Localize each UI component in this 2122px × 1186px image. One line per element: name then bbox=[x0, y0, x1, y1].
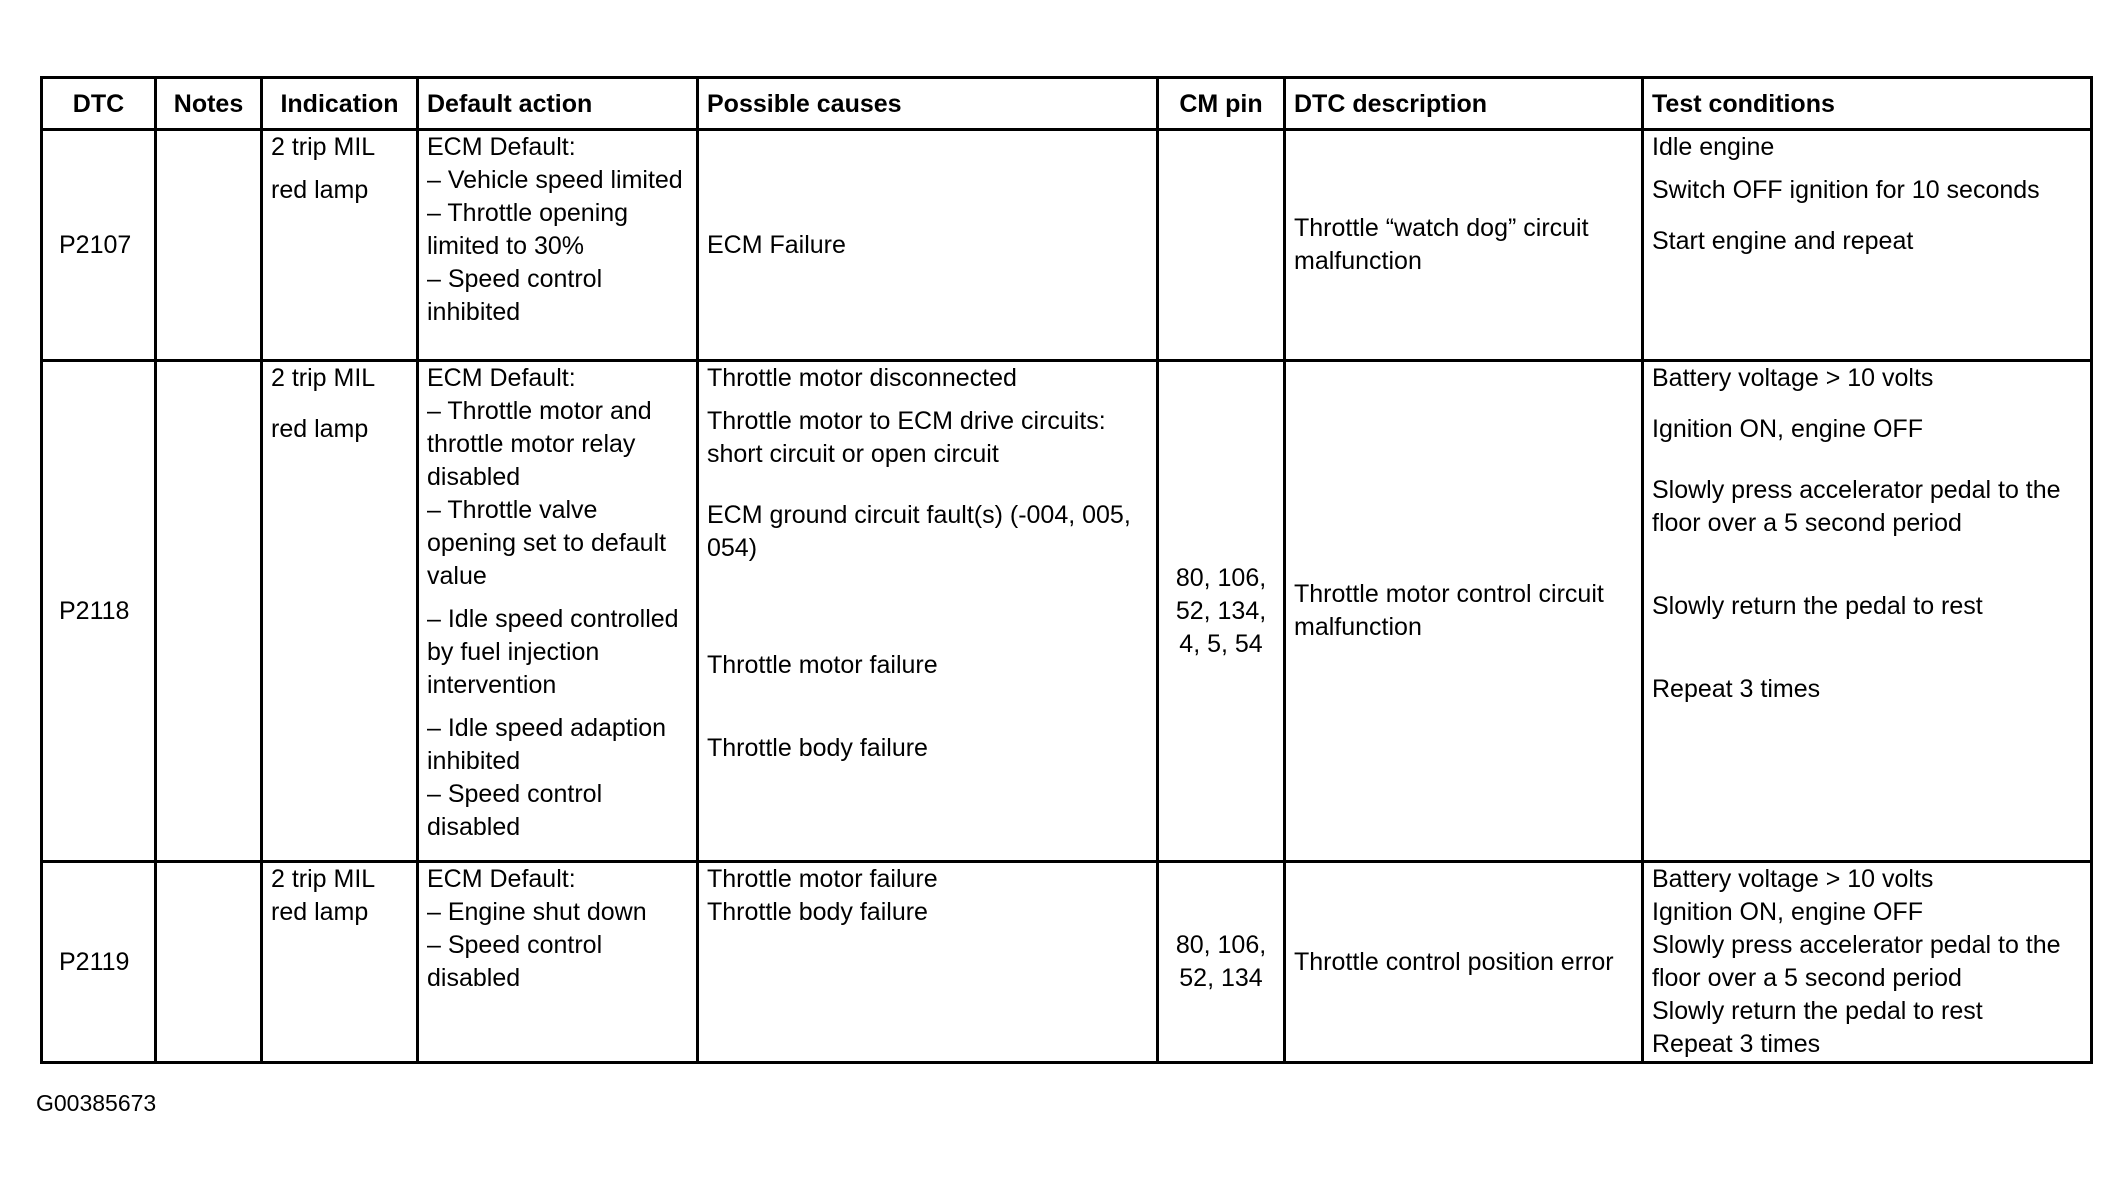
test-condition-line: Slowly press accelerator pedal to the floor over a 5 second period bbox=[1652, 931, 2061, 992]
dtc-table bbox=[40, 76, 2093, 1064]
indication-line: 2 trip MIL bbox=[271, 865, 376, 893]
test-condition-line: Slowly return the pedal to rest bbox=[1652, 997, 1983, 1025]
cm-pin-cell: 80, 106, 52, 134 bbox=[1158, 862, 1285, 1063]
notes-cell bbox=[156, 130, 262, 361]
notes-cell bbox=[156, 862, 262, 1063]
default-action-line: – Idle speed controlled by fuel injection intervention bbox=[427, 605, 679, 699]
test-condition-line: Slowly return the pedal to rest bbox=[1652, 592, 1983, 620]
cm-pin-cell: 80, 106, 52, 134, 4, 5, 54 bbox=[1158, 361, 1285, 862]
default-action-line: – Idle speed adaption inhibited bbox=[427, 714, 667, 775]
table-row bbox=[42, 862, 2092, 1063]
default-action-cell bbox=[418, 361, 698, 862]
possible-cause-line: Throttle body failure bbox=[707, 898, 928, 926]
possible-cause-line: Throttle motor disconnected bbox=[707, 364, 1017, 392]
possible-causes-cell bbox=[698, 361, 1158, 862]
default-action-line: ECM Default: bbox=[427, 133, 576, 161]
test-condition-line: Battery voltage > 10 volts bbox=[1652, 865, 1934, 893]
test-condition-line: Slowly press accelerator pedal to the floor over a 5 second period bbox=[1652, 476, 2061, 537]
column-header-dtc: DTC bbox=[42, 78, 156, 130]
default-action-line: – Throttle motor and throttle motor relay disabled bbox=[427, 397, 652, 491]
possible-cause-line: Throttle body failure bbox=[707, 734, 928, 762]
default-action-line: – Speed control disabled bbox=[427, 931, 603, 992]
test-condition-line: Start engine and repeat bbox=[1652, 227, 1914, 255]
notes-cell bbox=[156, 361, 262, 862]
indication-line: red lamp bbox=[271, 176, 369, 204]
possible-cause-line: Throttle motor failure bbox=[707, 651, 938, 679]
column-header-notes: Notes bbox=[156, 78, 262, 130]
dtc-description-cell: Throttle control position error bbox=[1285, 862, 1643, 1063]
column-header-dtc-description: DTC description bbox=[1285, 78, 1643, 130]
indication-line: red lamp bbox=[271, 898, 369, 926]
test-conditions-cell bbox=[1643, 361, 2092, 862]
default-action-line: – Speed control inhibited bbox=[427, 265, 603, 326]
default-action-line: – Throttle opening limited to 30% bbox=[427, 199, 629, 260]
column-header-possible-causes: Possible causes bbox=[698, 78, 1158, 130]
dtc-code: P2119 bbox=[42, 862, 156, 1063]
figure-id: G00385673 bbox=[36, 1090, 157, 1116]
test-condition-line: Switch OFF ignition for 10 seconds bbox=[1652, 176, 2040, 204]
test-condition-line: Repeat 3 times bbox=[1652, 675, 1821, 703]
possible-causes-cell bbox=[698, 130, 1158, 361]
cm-pin-cell bbox=[1158, 130, 1285, 361]
indication-line: 2 trip MIL bbox=[271, 364, 376, 392]
indication-cell bbox=[262, 862, 418, 1063]
dtc-code: P2107 bbox=[42, 130, 156, 361]
test-condition-line: Ignition ON, engine OFF bbox=[1652, 898, 1923, 926]
table-header-row bbox=[42, 78, 2092, 130]
test-condition-line: Battery voltage > 10 volts bbox=[1652, 364, 1934, 392]
test-condition-line: Ignition ON, engine OFF bbox=[1652, 415, 1923, 443]
column-header-cm-pin: CM pin bbox=[1158, 78, 1285, 130]
test-condition-line: Repeat 3 times bbox=[1652, 1030, 1821, 1058]
default-action-line: – Speed control disabled bbox=[427, 780, 603, 841]
column-header-default-action: Default action bbox=[418, 78, 698, 130]
possible-cause-line: Throttle motor failure bbox=[707, 865, 938, 893]
indication-cell bbox=[262, 361, 418, 862]
possible-cause-line: ECM Failure bbox=[707, 230, 846, 259]
possible-cause-line: Throttle motor to ECM drive circuits: short circuit or open circuit bbox=[707, 407, 1106, 468]
test-condition-line: Idle engine bbox=[1652, 133, 1775, 161]
possible-causes-cell bbox=[698, 862, 1158, 1063]
default-action-line: – Throttle valve opening set to default value bbox=[427, 496, 667, 590]
column-header-test-conditions: Test conditions bbox=[1643, 78, 2092, 130]
dtc-description-cell: Throttle “watch dog” circuit malfunction bbox=[1285, 130, 1643, 361]
default-action-cell bbox=[418, 130, 698, 361]
default-action-cell bbox=[418, 862, 698, 1063]
default-action-line: – Vehicle speed limited bbox=[427, 166, 683, 194]
default-action-line: ECM Default: bbox=[427, 364, 576, 392]
indication-cell bbox=[262, 130, 418, 361]
indication-line: red lamp bbox=[271, 415, 369, 443]
test-conditions-cell bbox=[1643, 862, 2092, 1063]
dtc-description-cell: Throttle motor control circuit malfunction bbox=[1285, 361, 1643, 862]
possible-cause-line: ECM ground circuit fault(s) (-004, 005, 054) bbox=[707, 501, 1131, 562]
column-header-indication: Indication bbox=[262, 78, 418, 130]
table-row bbox=[42, 130, 2092, 361]
dtc-code: P2118 bbox=[42, 361, 156, 862]
table-row bbox=[42, 361, 2092, 862]
default-action-line: ECM Default: bbox=[427, 865, 576, 893]
indication-line: 2 trip MIL bbox=[271, 133, 376, 161]
test-conditions-cell bbox=[1643, 130, 2092, 361]
default-action-line: – Engine shut down bbox=[427, 898, 647, 926]
